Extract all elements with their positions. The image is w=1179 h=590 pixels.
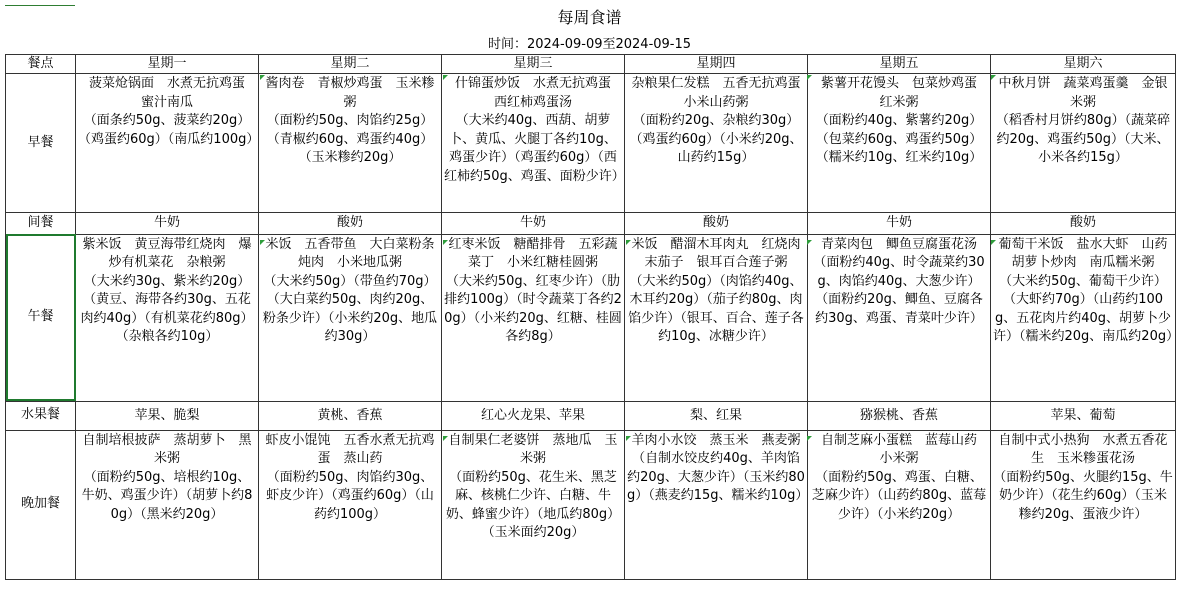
ingredients: （面粉约50g、火腿约15g、牛奶少许）（花生约60g）（玉米糁约20g、蛋液少许） xyxy=(993,469,1173,522)
sheet-title[interactable]: 每周食谱 xyxy=(557,8,622,27)
dishes: 自制中式小热狗 水煮五香花生 玉米糁蛋花汤 xyxy=(998,432,1168,466)
ingredients: （面粉约50g、花生米、黑芝麻、核桃仁少许、白糖、牛奶、蜂蜜少许）（地瓜约80g）（玉米面约20g） xyxy=(445,469,621,540)
dishes: 葡萄干米饭 盐水大虾 山药胡萝卜炒肉 南瓜糯米粥 xyxy=(998,236,1168,270)
ingredients: （大米约50g、葡萄干少许）（大虾约70g）（山药约100g、五花肉片约40g、胡萝卜少许）（糯米约20g、南瓜约20g） xyxy=(993,273,1179,344)
table-row-lunch xyxy=(6,234,1176,401)
dishes: 米饭 醋溜木耳肉丸 红烧肉末茄子 银耳百合莲子粥 xyxy=(631,236,801,270)
header-day[interactable]: 星期四 xyxy=(625,55,808,74)
menu-cell[interactable] xyxy=(991,74,1176,213)
menu-table xyxy=(5,54,1179,580)
comment-marker-icon xyxy=(260,75,265,80)
ingredients: （大米约50g）（肉馅约40g、木耳约20g）（茄子约80g、肉馅少许）（银耳、百合、莲子各约10g、冰糖少许） xyxy=(628,273,804,344)
ingredients: （大米约50g、红枣少许）（肋排约100g）（时令蔬菜丁各约20g）（小米约20g、红糖、桂圆各约8g） xyxy=(444,273,622,344)
header-day[interactable]: 星期三 xyxy=(442,55,625,74)
ingredients: （面粉约50g、肉馅约30g、虾皮少许）（鸡蛋约60g）（山药约100g） xyxy=(266,469,434,522)
snack-cell[interactable]: 牛奶 xyxy=(808,213,991,235)
row-label-fruit[interactable]: 水果餐 xyxy=(6,401,76,430)
menu-cell[interactable] xyxy=(442,430,625,579)
comment-marker-icon xyxy=(443,75,448,80)
dishes: 米饭 五香带鱼 大白菜粉条炖肉 小米地瓜粥 xyxy=(265,236,435,270)
header-day[interactable]: 星期五 xyxy=(808,55,991,74)
ingredients: （面条约50g、菠菜约20g）（鸡蛋约60g）（南瓜约100g） xyxy=(78,113,260,147)
ingredients: （面粉约20g、杂粮约30g）（鸡蛋约60g）（小米约20g、山药约15g） xyxy=(629,113,803,165)
menu-cell[interactable] xyxy=(991,234,1179,401)
ingredients: （面粉约50g、鸡蛋、白糖、芝麻少许）（山药约80g、蓝莓少许）（小米约20g） xyxy=(811,469,987,522)
dishes: 什锦蛋炒饭 水煮无抗鸡蛋 西红柿鸡蛋汤 xyxy=(454,76,625,110)
dishes: 羊肉小水饺 蒸玉米 燕麦粥 xyxy=(631,432,801,448)
menu-cell[interactable] xyxy=(625,234,808,401)
table-row-dinner xyxy=(6,430,1176,579)
table-row-snack xyxy=(6,213,1176,235)
header-day[interactable]: 星期二 xyxy=(259,55,442,74)
date-range[interactable]: 时间：2024-09-09至2024-09-15 xyxy=(487,37,692,52)
comment-marker-icon xyxy=(991,240,996,245)
row-label-snack[interactable]: 间餐 xyxy=(6,213,76,235)
snack-cell[interactable]: 牛奶 xyxy=(442,213,625,235)
menu-cell[interactable] xyxy=(76,234,259,401)
menu-cell[interactable] xyxy=(625,74,814,213)
fruit-cell[interactable]: 黄桃、香蕉 xyxy=(259,401,442,430)
menu-cell[interactable] xyxy=(808,74,991,213)
menu-cell[interactable] xyxy=(442,74,625,213)
menu-cell[interactable] xyxy=(808,430,991,579)
ingredients: （面粉约40g、紫薯约20g）（包菜约60g、鸡蛋约50g）（糯米约10g、红米约10g） xyxy=(815,113,983,165)
comment-marker-icon xyxy=(626,240,631,245)
menu-cell[interactable] xyxy=(259,234,442,401)
cell-cursor-line xyxy=(5,5,75,6)
dishes: 中秋月饼 蔬菜鸡蛋羹 金银米粥 xyxy=(998,76,1168,110)
snack-cell[interactable]: 酸奶 xyxy=(625,213,808,235)
ingredients: （大米约30g、紫米约20g）（黄豆、海带各约30g、五花肉约40g）（有机菜花约80g）（杂粮各约10g） xyxy=(80,273,254,344)
comment-marker-icon xyxy=(443,240,448,245)
header-day[interactable]: 星期一 xyxy=(76,55,259,74)
header-meal[interactable]: 餐点 xyxy=(6,55,76,74)
comment-marker-icon xyxy=(807,240,812,245)
dishes: 自制芝麻小蛋糕 蓝莓山药 小米粥 xyxy=(820,432,991,466)
fruit-cell[interactable]: 梨、红果 xyxy=(625,401,808,430)
menu-cell[interactable] xyxy=(259,430,442,579)
menu-cell[interactable] xyxy=(442,234,625,401)
fruit-cell[interactable]: 红心火龙果、苹果 xyxy=(442,401,625,430)
dishes: 紫薯开花馒头 包菜炒鸡蛋 红米粥 xyxy=(820,76,991,110)
dishes: 红枣米饭 糖醋排骨 五彩蔬菜丁 小米红糖桂圆粥 xyxy=(448,236,618,270)
fruit-cell[interactable]: 猕猴桃、香蕉 xyxy=(808,401,991,430)
menu-cell[interactable] xyxy=(991,430,1176,579)
ingredients: （面粉约50g、培根约10g、牛奶、鸡蛋少许）（胡萝卜约80g）（黑米约20g） xyxy=(81,469,253,522)
comment-marker-icon xyxy=(807,436,812,441)
ingredients: （大米约50g）（带鱼约70g）（大白菜约50g、肉约20g、粉条少许）（小米约20g、地瓜约30g） xyxy=(262,273,438,344)
dishes: 紫米饭 黄豆海带红烧肉 爆炒有机菜花 杂粮粥 xyxy=(82,236,252,270)
dishes: 酱肉卷 青椒炒鸡蛋 玉米糁粥 xyxy=(265,76,435,110)
ingredients: （大米约40g、西葫、胡萝卜、黄瓜、火腿丁各约10g、鸡蛋少许）（鸡蛋约60g）（西红柿约50g、鸡蛋、面粉少许） xyxy=(444,113,625,184)
table-header-row xyxy=(6,55,1176,74)
snack-cell[interactable]: 酸奶 xyxy=(259,213,442,235)
dishes: 杂粮果仁发糕 五香无抗鸡蛋 小米山药粥 xyxy=(631,76,814,110)
dishes: 自制培根披萨 蒸胡萝卜 黑米粥 xyxy=(82,432,252,466)
menu-cell[interactable] xyxy=(808,234,991,401)
comment-marker-icon xyxy=(991,75,996,80)
snack-cell[interactable]: 酸奶 xyxy=(991,213,1176,235)
comment-marker-icon xyxy=(626,436,631,441)
header-day[interactable]: 星期六 xyxy=(991,55,1176,74)
comment-marker-icon xyxy=(443,436,448,441)
row-label-breakfast[interactable]: 早餐 xyxy=(6,74,76,213)
ingredients: （自制水饺皮约40g、羊肉馅约20g、大葱少许）（玉米约80g）（燕麦约15g、糯米约10g） xyxy=(627,451,809,503)
menu-cell[interactable] xyxy=(76,74,259,213)
row-label-lunch[interactable]: 午餐 xyxy=(6,234,76,401)
dishes: 自制果仁老婆饼 蒸地瓜 玉米粥 xyxy=(448,432,618,466)
comment-marker-icon xyxy=(807,75,812,80)
comment-marker-icon xyxy=(260,240,265,245)
table-row-fruit xyxy=(6,401,1176,430)
ingredients: （面粉约50g、肉馅约25g）（青椒约60g、鸡蛋约40g）（玉米糁约20g） xyxy=(266,113,434,165)
dishes: 菠菜炝锅面 水煮无抗鸡蛋 蜜汁南瓜 xyxy=(88,76,259,110)
table-row-breakfast xyxy=(6,74,1176,213)
menu-cell[interactable] xyxy=(76,430,259,579)
fruit-cell[interactable]: 苹果、葡萄 xyxy=(991,401,1176,430)
dishes: 虾皮小馄饨 五香水煮无抗鸡蛋 蒸山药 xyxy=(265,432,435,466)
dishes: 青菜肉包 鲫鱼豆腐蛋花汤 xyxy=(820,236,977,252)
ingredients: （稻香村月饼约80g）（蔬菜碎约20g、鸡蛋约50g）（大米、小米各约15g） xyxy=(995,113,1171,165)
row-label-dinner[interactable]: 晚加餐 xyxy=(6,430,76,579)
snack-cell[interactable]: 牛奶 xyxy=(76,213,259,235)
menu-cell[interactable] xyxy=(625,430,808,579)
fruit-cell[interactable]: 苹果、脆梨 xyxy=(76,401,259,430)
menu-cell[interactable] xyxy=(259,74,442,213)
ingredients: （面粉约40g、时令蔬菜约30g、肉馅约40g、大葱少许）（面粉约20g、鲫鱼、豆腐各约30g、鸡蛋、青菜叶少许） xyxy=(813,255,985,326)
